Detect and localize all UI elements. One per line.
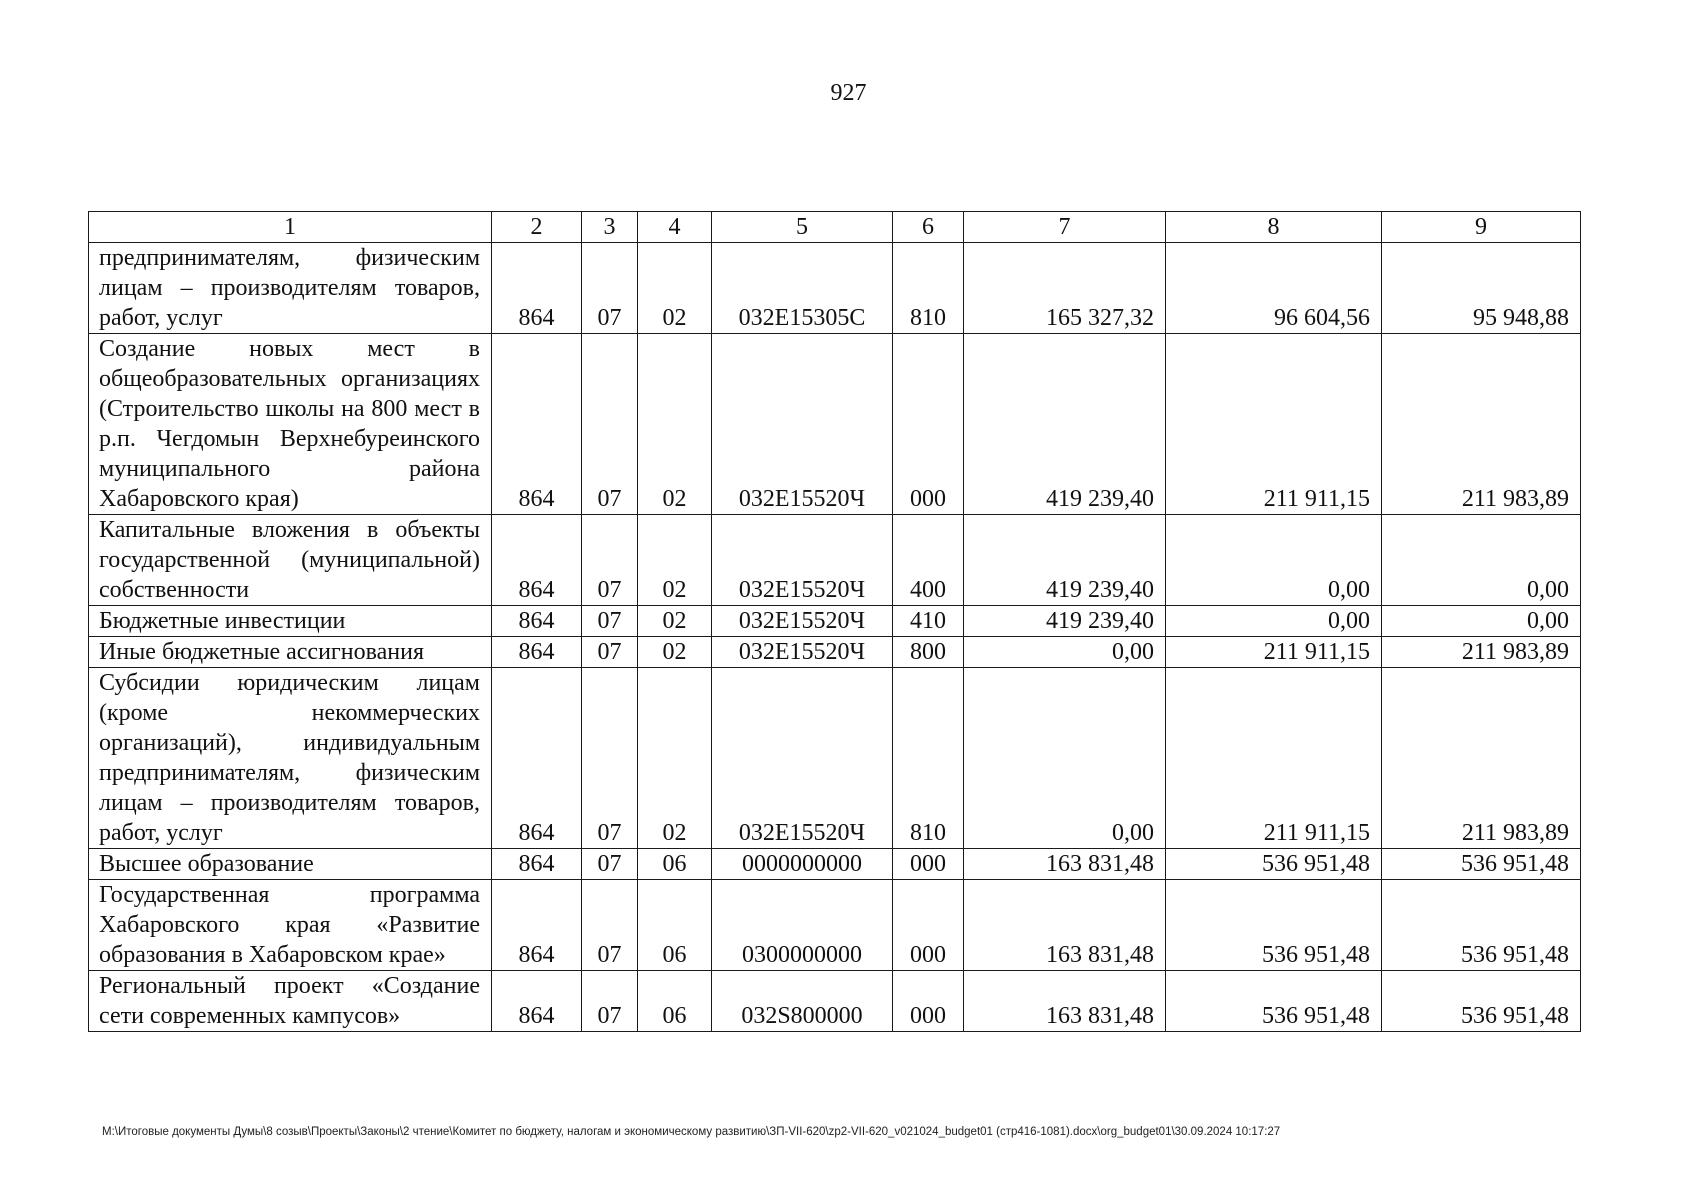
cell-col-2: 864 xyxy=(492,515,582,606)
cell-col-5: 032E15520Ч xyxy=(712,515,893,606)
cell-col-3: 07 xyxy=(582,971,638,1032)
cell-col-6: 810 xyxy=(893,668,964,849)
cell-col-4: 02 xyxy=(638,668,712,849)
cell-col-5: 0000000000 xyxy=(712,849,893,880)
cell-col-8: 96 604,56 xyxy=(1166,243,1382,334)
cell-col-3: 07 xyxy=(582,334,638,515)
cell-col-5: 032E15305C xyxy=(712,243,893,334)
cell-col-3: 07 xyxy=(582,637,638,668)
cell-col-4: 06 xyxy=(638,849,712,880)
cell-col-2: 864 xyxy=(492,637,582,668)
cell-col-3: 07 xyxy=(582,668,638,849)
column-header: 2 xyxy=(492,212,582,243)
cell-col-6: 410 xyxy=(893,606,964,637)
cell-col-8: 211 911,15 xyxy=(1166,334,1382,515)
column-header: 4 xyxy=(638,212,712,243)
row-description: Субсидии юридическим лицам (кроме некоммерческих организаций), индивидуальным предпринимателям, физическим лицам – производителям товаров, работ, услуг xyxy=(89,668,492,849)
cell-col-2: 864 xyxy=(492,668,582,849)
table-row xyxy=(89,637,1581,668)
table-row xyxy=(89,849,1581,880)
cell-col-5: 032E15520Ч xyxy=(712,606,893,637)
column-header: 8 xyxy=(1166,212,1382,243)
column-header: 6 xyxy=(893,212,964,243)
table-row xyxy=(89,880,1581,971)
column-header: 7 xyxy=(964,212,1166,243)
cell-col-4: 02 xyxy=(638,243,712,334)
cell-col-5: 032E15520Ч xyxy=(712,334,893,515)
cell-col-6: 000 xyxy=(893,880,964,971)
cell-col-8: 211 911,15 xyxy=(1166,668,1382,849)
cell-col-9: 95 948,88 xyxy=(1382,243,1581,334)
table-row xyxy=(89,668,1581,849)
cell-col-9: 0,00 xyxy=(1382,606,1581,637)
cell-col-4: 06 xyxy=(638,971,712,1032)
column-header: 3 xyxy=(582,212,638,243)
cell-col-7: 163 831,48 xyxy=(964,880,1166,971)
row-description: Иные бюджетные ассигнования xyxy=(89,637,492,668)
cell-col-2: 864 xyxy=(492,334,582,515)
cell-col-3: 07 xyxy=(582,849,638,880)
column-header: 9 xyxy=(1382,212,1581,243)
table-row xyxy=(89,334,1581,515)
cell-col-4: 02 xyxy=(638,334,712,515)
budget-table xyxy=(88,211,1581,1032)
cell-col-5: 032E15520Ч xyxy=(712,637,893,668)
row-description: Региональный проект «Создание сети современных кампусов» xyxy=(89,971,492,1032)
cell-col-4: 02 xyxy=(638,637,712,668)
cell-col-9: 0,00 xyxy=(1382,515,1581,606)
cell-col-9: 536 951,48 xyxy=(1382,971,1581,1032)
cell-col-6: 800 xyxy=(893,637,964,668)
cell-col-2: 864 xyxy=(492,849,582,880)
row-description: Высшее образование xyxy=(89,849,492,880)
cell-col-3: 07 xyxy=(582,606,638,637)
cell-col-8: 536 951,48 xyxy=(1166,849,1382,880)
cell-col-7: 165 327,32 xyxy=(964,243,1166,334)
table-row xyxy=(89,971,1581,1032)
cell-col-6: 000 xyxy=(893,971,964,1032)
cell-col-8: 536 951,48 xyxy=(1166,880,1382,971)
cell-col-7: 163 831,48 xyxy=(964,971,1166,1032)
cell-col-3: 07 xyxy=(582,880,638,971)
cell-col-7: 0,00 xyxy=(964,637,1166,668)
cell-col-6: 000 xyxy=(893,849,964,880)
row-description: Государственная программа Хабаровского края «Развитие образования в Хабаровском крае» xyxy=(89,880,492,971)
cell-col-5: 032S800000 xyxy=(712,971,893,1032)
cell-col-8: 536 951,48 xyxy=(1166,971,1382,1032)
cell-col-9: 211 983,89 xyxy=(1382,668,1581,849)
cell-col-6: 810 xyxy=(893,243,964,334)
cell-col-3: 07 xyxy=(582,243,638,334)
cell-col-8: 0,00 xyxy=(1166,606,1382,637)
row-description: Бюджетные инвестиции xyxy=(89,606,492,637)
cell-col-7: 419 239,40 xyxy=(964,334,1166,515)
column-header: 5 xyxy=(712,212,893,243)
cell-col-4: 02 xyxy=(638,606,712,637)
cell-col-2: 864 xyxy=(492,971,582,1032)
cell-col-5: 032E15520Ч xyxy=(712,668,893,849)
page-number: 927 xyxy=(830,80,867,106)
document-file-path: M:\Итоговые документы Думы\8 созыв\Проекты\Законы\2 чтение\Комитет по бюджету, налогам и экономическому развитию\ЗП-VII-620\zp2-VII-620_v021024_budget01 (стр416-1081).docx\org_budget01\30.09.2024 10:17:27 xyxy=(102,1126,1281,1138)
table-row xyxy=(89,243,1581,334)
cell-col-4: 02 xyxy=(638,515,712,606)
cell-col-7: 419 239,40 xyxy=(964,515,1166,606)
row-description: Создание новых мест в общеобразовательных организациях (Строительство школы на 800 мест в р.п. Чегдомын Верхнебуреинского муниципального района Хабаровского края) xyxy=(89,334,492,515)
cell-col-7: 163 831,48 xyxy=(964,849,1166,880)
cell-col-3: 07 xyxy=(582,515,638,606)
row-description: Капитальные вложения в объекты государственной (муниципальной) собственности xyxy=(89,515,492,606)
cell-col-6: 400 xyxy=(893,515,964,606)
cell-col-5: 0300000000 xyxy=(712,880,893,971)
cell-col-8: 211 911,15 xyxy=(1166,637,1382,668)
cell-col-8: 0,00 xyxy=(1166,515,1382,606)
cell-col-7: 0,00 xyxy=(964,668,1166,849)
table-row xyxy=(89,606,1581,637)
row-description: предпринимателям, физическим лицам – производителям товаров, работ, услуг xyxy=(89,243,492,334)
cell-col-2: 864 xyxy=(492,880,582,971)
cell-col-9: 536 951,48 xyxy=(1382,880,1581,971)
table-header-row xyxy=(89,212,1581,243)
table-row xyxy=(89,515,1581,606)
column-header: 1 xyxy=(89,212,492,243)
cell-col-7: 419 239,40 xyxy=(964,606,1166,637)
cell-col-9: 536 951,48 xyxy=(1382,849,1581,880)
cell-col-6: 000 xyxy=(893,334,964,515)
cell-col-9: 211 983,89 xyxy=(1382,637,1581,668)
cell-col-4: 06 xyxy=(638,880,712,971)
cell-col-2: 864 xyxy=(492,243,582,334)
cell-col-2: 864 xyxy=(492,606,582,637)
cell-col-9: 211 983,89 xyxy=(1382,334,1581,515)
